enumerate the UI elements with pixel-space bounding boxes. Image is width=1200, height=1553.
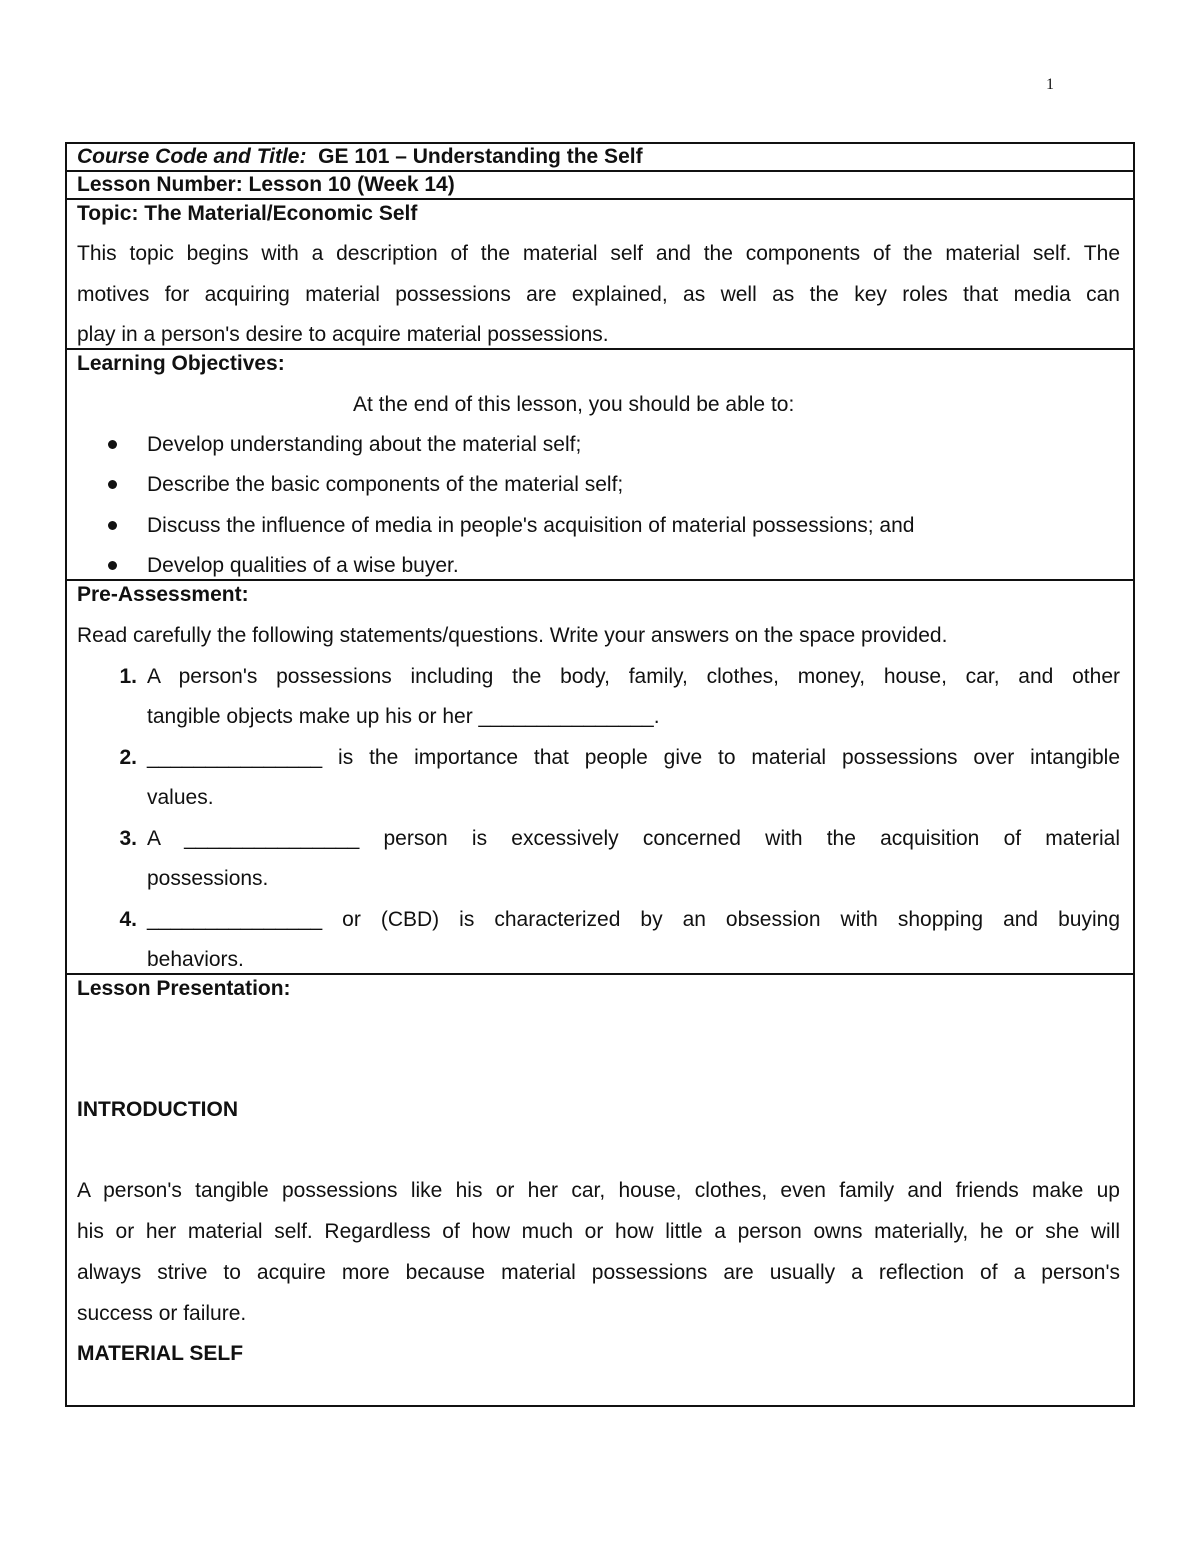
question-number: 3. (119, 827, 137, 850)
presentation-heading: Lesson Presentation: (77, 977, 291, 1000)
question-number: 1. (119, 665, 137, 688)
objective-item: Discuss the influence of media in people's acquisition of material possessions; and (147, 514, 915, 537)
pre-assessment-instruction: Read carefully the following statements/questions. Write your answers on the space provided. (77, 624, 948, 647)
lesson-number: Lesson Number: Lesson 10 (Week 14) (77, 173, 455, 196)
objective-item: Develop understanding about the material self; (147, 433, 582, 456)
topic-line: This topic begins with a description of the material self and the components of the material self. The (77, 242, 1120, 265)
introduction-heading: INTRODUCTION (77, 1098, 238, 1121)
objective-item: Describe the basic components of the material self; (147, 473, 624, 496)
objective-item: Develop qualities of a wise buyer. (147, 554, 459, 577)
course-title (77, 144, 1120, 171)
lesson-table (65, 142, 1135, 1407)
topic-line: motives for acquiring material possessions are explained, as well as the key roles that media can (77, 283, 1120, 306)
objectives-row (67, 350, 1133, 581)
bullet-icon (108, 561, 117, 570)
question-line: behaviors. (147, 948, 244, 971)
question-number: 4. (119, 908, 137, 931)
topic-row (67, 200, 1133, 350)
introduction-line: his or her material self. Regardless of how much or how little a person owns materially, he or she will (77, 1220, 1120, 1243)
objectives-heading: Learning Objectives: (77, 352, 285, 375)
question-line: _______________ is the importance that people give to material possessions over intangible (147, 746, 1120, 769)
objectives-intro: At the end of this lesson, you should be able to: (353, 393, 795, 416)
page-number: 1 (1046, 76, 1054, 93)
course-value: GE 101 – Understanding the Self (318, 145, 643, 168)
material-self-heading: MATERIAL SELF (77, 1342, 244, 1365)
question-line: A person's possessions including the body, family, clothes, money, house, car, and other (147, 665, 1120, 688)
course-label: Course Code and Title: (77, 145, 307, 168)
question-number: 2. (119, 746, 137, 769)
bullet-icon (108, 480, 117, 489)
topic-line: play in a person's desire to acquire material possessions. (77, 323, 609, 346)
question-line: A _______________ person is excessively concerned with the acquisition of material (147, 827, 1120, 850)
topic-heading: Topic: The Material/Economic Self (77, 202, 418, 225)
bullet-icon (108, 521, 117, 530)
question-line: values. (147, 786, 214, 809)
question-line: _______________ or (CBD) is characterized by an obsession with shopping and buying (147, 908, 1120, 931)
presentation-row (67, 975, 1133, 1405)
introduction-line: A person's tangible possessions like his or her car, house, clothes, even family and friends make up (77, 1179, 1120, 1202)
question-line: tangible objects make up his or her _______________. (147, 705, 660, 728)
question-line: possessions. (147, 867, 269, 890)
course-row (67, 144, 1133, 172)
bullet-icon (108, 440, 117, 449)
introduction-line: success or failure. (77, 1302, 247, 1325)
lesson-number-row (67, 172, 1133, 200)
pre-assessment-row (67, 581, 1133, 975)
introduction-line: always strive to acquire more because material possessions are usually a reflection of a person's (77, 1261, 1120, 1284)
pre-assessment-heading: Pre-Assessment: (77, 583, 249, 606)
